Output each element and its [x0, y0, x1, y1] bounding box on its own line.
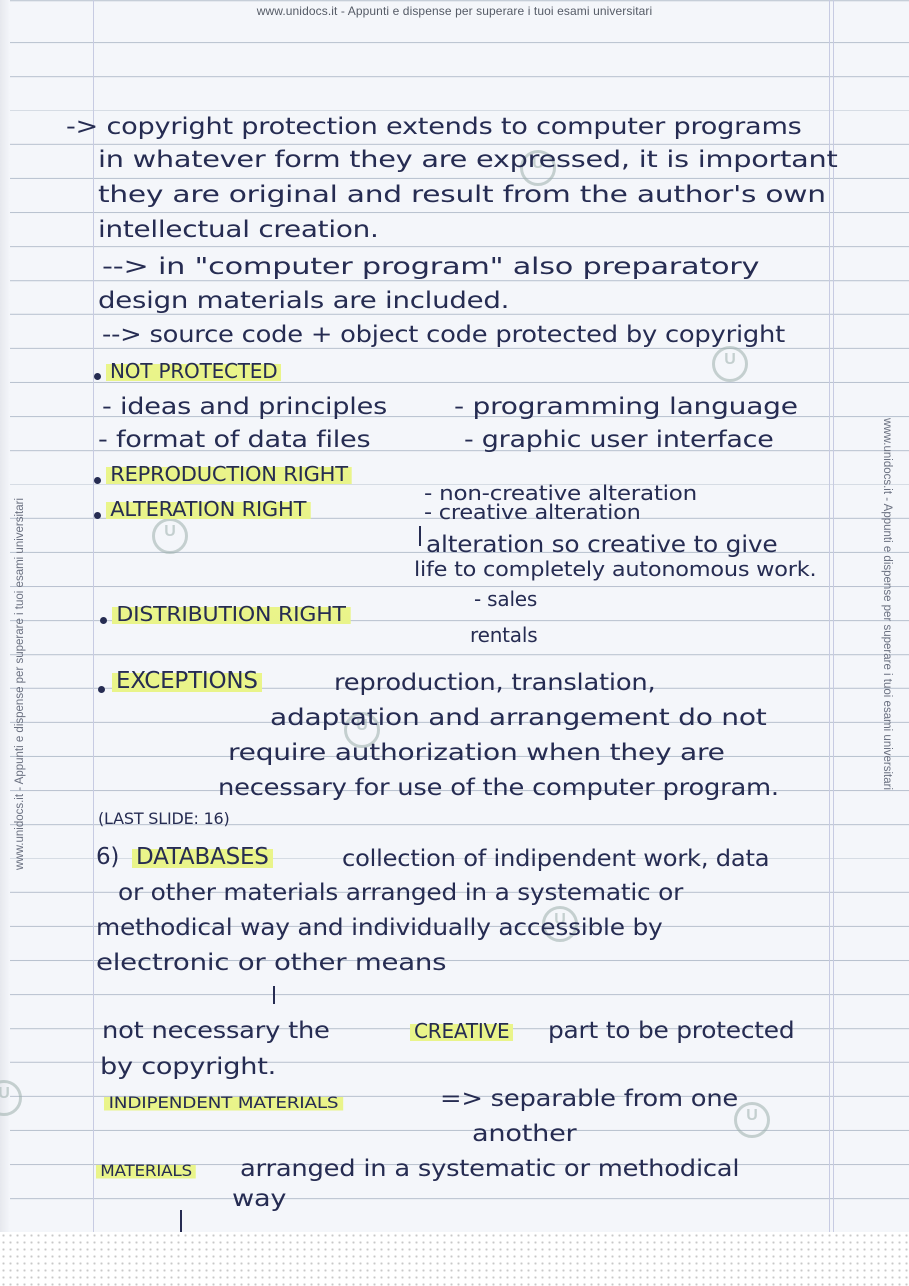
list-item: - sales — [474, 587, 538, 611]
list-item: alteration so creative to give — [426, 532, 778, 558]
heading-indipendent-materials — [104, 1088, 343, 1118]
note-line: not necessary the — [102, 1018, 330, 1044]
unidocs-logo-icon — [712, 346, 748, 382]
note-line: electronic or other means — [96, 950, 447, 976]
note-line: necessary for use of the computer program. — [218, 775, 779, 801]
note-line: part to be protected — [548, 1018, 795, 1044]
heading-exceptions — [112, 666, 262, 696]
highlight-creative — [410, 1016, 513, 1046]
bullet-icon — [94, 477, 101, 484]
section-number: 6) — [96, 844, 120, 870]
binding-edge — [0, 0, 10, 1232]
highlight: DISTRIBUTION RIGHT — [112, 602, 350, 626]
list-item: - format of data files — [98, 427, 371, 453]
note-line: --> source code + object code protected by copyright — [102, 322, 785, 348]
highlight: NOT PROTECTED — [106, 359, 281, 383]
watermark-header: www.unidocs.it - Appunti e dispense per superare i tuoi esami universitari — [256, 4, 653, 18]
note-line: intellectual creation. — [98, 217, 379, 243]
note-line: arranged in a systematic or methodical — [240, 1156, 740, 1182]
note-line: another — [472, 1121, 577, 1147]
list-item: rentals — [470, 623, 538, 647]
list-item: - non-creative alteration — [424, 481, 697, 505]
note-line: adaptation and arrangement do not — [270, 705, 767, 731]
list-item: - ideas and principles — [102, 394, 387, 420]
note-line: or other materials arranged in a systematic or — [118, 880, 684, 906]
bullet-icon — [94, 512, 101, 519]
heading-databases — [132, 842, 273, 872]
highlight: REPRODUCTION RIGHT — [106, 462, 352, 486]
margin-line-right-2 — [833, 0, 834, 1232]
list-item: life to completely autonomous work. — [414, 557, 817, 581]
highlight: MATERIALS — [96, 1161, 196, 1180]
note-line: way — [232, 1186, 287, 1212]
heading-alteration-right — [106, 494, 310, 524]
note-line: reproduction, translation, — [334, 670, 656, 696]
highlight: EXCEPTIONS — [112, 668, 262, 694]
heading-reproduction-right — [106, 459, 352, 489]
list-item: - programming language — [454, 394, 798, 420]
note-line: design materials are included. — [98, 288, 510, 314]
margin-line-right — [829, 0, 830, 1232]
arrow-down-icon — [180, 1210, 182, 1232]
list-item: - graphic user interface — [464, 427, 774, 453]
note-line: methodical way and individually accessible by — [96, 915, 663, 941]
note-line: require authorization when they are — [228, 740, 725, 766]
heading-materials — [96, 1156, 196, 1186]
note-line: in whatever form they are expressed, it is important — [98, 147, 838, 173]
scan-border — [0, 1232, 909, 1286]
branch-mark — [419, 526, 421, 546]
arrow-down-icon — [273, 986, 275, 1004]
margin-line-left — [93, 0, 94, 1232]
list-item: - creative alteration — [424, 500, 641, 524]
note-line: they are original and result from the author's own — [98, 182, 826, 208]
bullet-icon — [94, 373, 101, 380]
unidocs-logo-icon — [734, 1102, 770, 1138]
note-line: --> in "computer program" also preparatory — [102, 254, 760, 280]
bullet-icon — [98, 686, 105, 693]
note-line: => separable from one — [440, 1086, 739, 1112]
highlight: INDIPENDENT MATERIALS — [104, 1093, 343, 1112]
highlight: DATABASES — [132, 844, 273, 870]
heading-distribution-right — [112, 599, 350, 629]
watermark-right: www.unidocs.it - Appunti e dispense per superare i tuoi esami universitari — [881, 418, 893, 791]
unidocs-logo-icon — [0, 1080, 22, 1116]
note-line: by copyright. — [100, 1054, 277, 1080]
note-line: -> copyright protection extends to computer programs — [66, 114, 802, 140]
highlight: CREATIVE — [410, 1019, 513, 1043]
watermark-left: www.unidocs.it - Appunti e dispense per superare i tuoi esami universitari — [14, 497, 26, 870]
highlight: ALTERATION RIGHT — [106, 497, 310, 521]
slide-reference: (LAST SLIDE: 16) — [98, 809, 230, 828]
bullet-icon — [100, 617, 107, 624]
heading-not-protected — [106, 356, 281, 386]
note-line: collection of indipendent work, data — [342, 846, 770, 872]
